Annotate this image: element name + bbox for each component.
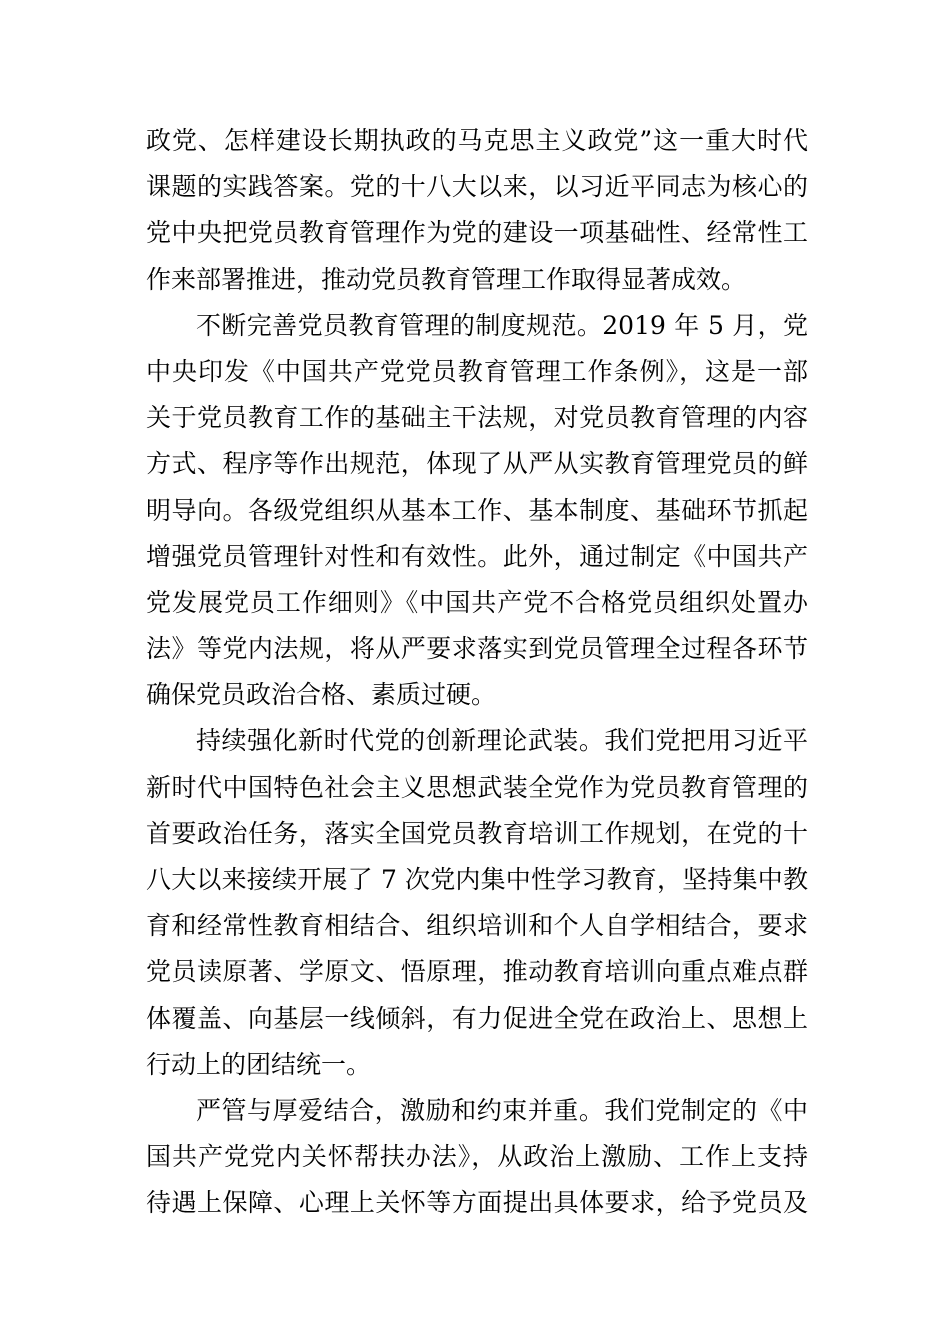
text-line: 法》等党内法规，将从严要求落实到党员管理全过程各环节 [146, 634, 808, 664]
text-line: 新时代中国特色社会主义思想武装全党作为党员教育管理的 [146, 772, 808, 802]
text-line: 方式、程序等作出规范，体现了从严从实教育管理党员的鲜 [146, 449, 808, 479]
text-line: 体覆盖、向基层一线倾斜，有力促进全党在政治上、思想上 [146, 1003, 808, 1033]
paragraph-2 [146, 303, 808, 719]
text-line: 育和经常性教育相结合、组织培训和个人自学相结合，要求 [146, 911, 808, 941]
text-line: 关于党员教育工作的基础主干法规，对党员教育管理的内容 [146, 403, 808, 433]
text-line: 党中央把党员教育管理作为党的建设一项基础性、经常性工 [146, 218, 808, 248]
text-line: 八大以来接续开展了 7 次党内集中性学习教育，坚持集中教 [146, 865, 808, 894]
text-line: 待遇上保障、心理上关怀等方面提出具体要求，给予党员及 [146, 1188, 808, 1218]
text-line: 首要政治任务，落实全国党员教育培训工作规划，在党的十 [146, 818, 808, 848]
text-line: 国共产党党内关怀帮扶办法》，从政治上激励、工作上支持 [146, 1142, 808, 1172]
paragraph-1 [146, 118, 808, 303]
text-line: 不断完善党员教育管理的制度规范。2019 年 5 月，党 [196, 310, 808, 340]
text-line: 中央印发《中国共产党党员教育管理工作条例》，这是一部 [146, 356, 808, 386]
text-line: 政党、怎样建设长期执政的马克思主义政党”这一重大时代 [146, 126, 808, 155]
text-line: 明导向。各级党组织从基本工作、基本制度、基础环节抓起 [146, 495, 808, 525]
paragraph-3 [146, 718, 808, 1088]
text-line: 课题的实践答案。党的十八大以来，以习近平同志为核心的 [146, 172, 808, 202]
text-line: 党发展党员工作细则》《中国共产党不合格党员组织处置办 [146, 587, 808, 617]
paragraph-4 [146, 1088, 808, 1227]
text-line: 党员读原著、学原文、悟原理，推动教育培训向重点难点群 [146, 957, 808, 987]
text-line: 严管与厚爱结合，激励和约束并重。我们党制定的《中 [196, 1095, 808, 1125]
text-line: 确保党员政治合格、素质过硬。 [146, 680, 497, 710]
text-line: 作来部署推进，推动党员教育管理工作取得显著成效。 [146, 264, 747, 294]
text-line: 持续强化新时代党的创新理论武装。我们党把用习近平 [196, 726, 808, 756]
text-line: 增强党员管理针对性和有效性。此外，通过制定《中国共产 [146, 541, 808, 571]
text-line: 行动上的团结统一。 [146, 1049, 372, 1079]
document-body [146, 118, 808, 1227]
